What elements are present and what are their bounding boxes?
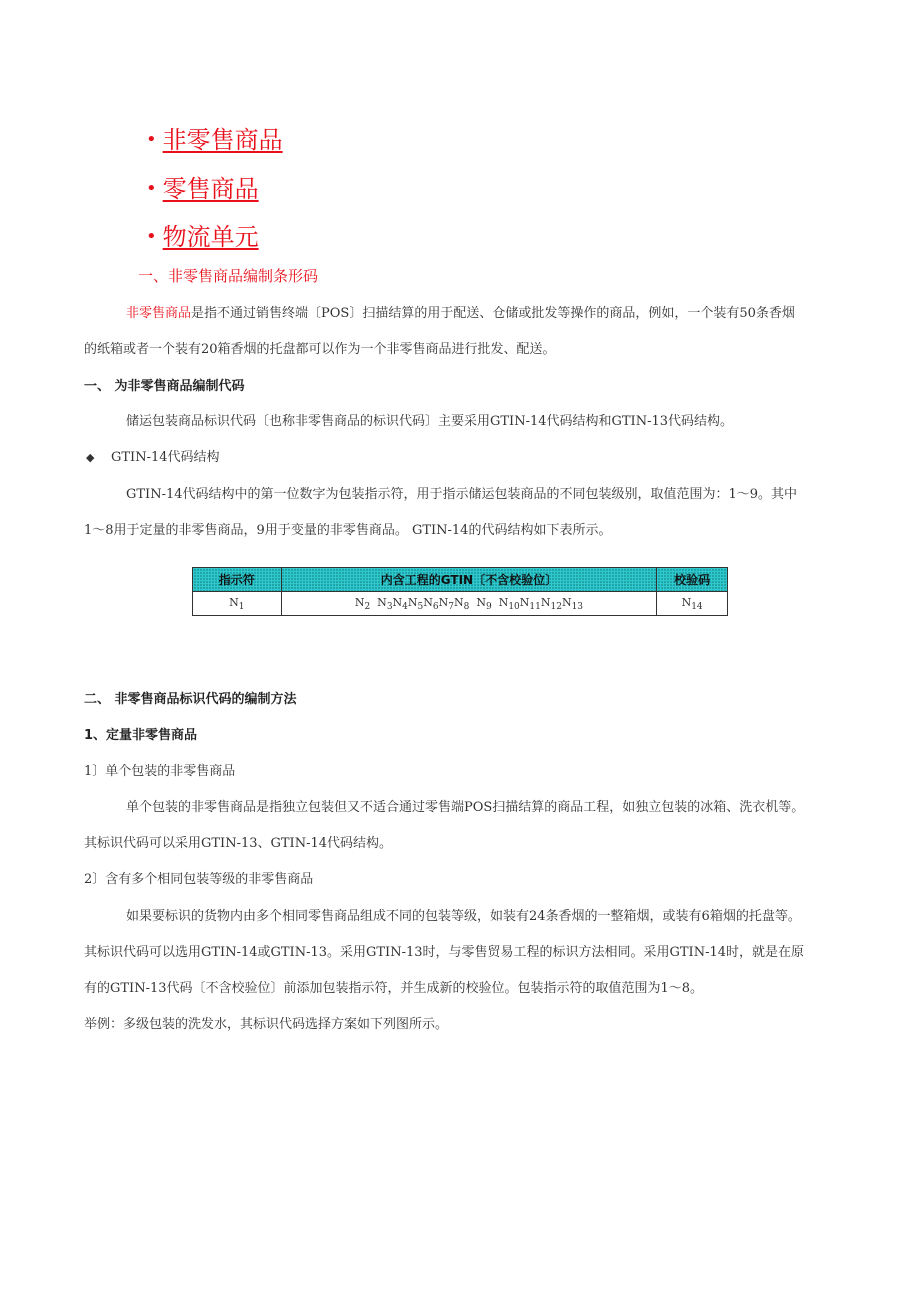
n14-base: N xyxy=(681,595,692,609)
n14-sub: 14 xyxy=(691,601,703,612)
gtin14-label: GTIN-14代码结构 xyxy=(111,450,220,465)
intro-term: 非零售商品 xyxy=(126,306,192,321)
intro-line-1-rest: 是指不通过销售终端〔POS〕扫描结算的用于配送、仓储或批发等操作的商品，例如，一个装有50条香烟 xyxy=(191,306,795,321)
digit-sub: 11 xyxy=(529,601,541,612)
bullet-link-label[interactable]: 零售商品 xyxy=(162,175,259,203)
digit-sub: 4 xyxy=(402,601,408,612)
bullet-dot-icon: • xyxy=(146,226,157,247)
digit-sub: 8 xyxy=(463,601,470,612)
digit-sub: 9 xyxy=(485,601,492,612)
heading-encoding-method: 二、 非零售商品标识代码的编制方法 xyxy=(84,692,297,707)
digit-base: N xyxy=(472,595,486,609)
bullet-link-label[interactable]: 物流单元 xyxy=(162,223,259,251)
digit-sub: 6 xyxy=(432,601,439,612)
item1-line-2: 其标识代码可以采用GTIN-13、GTIN-14代码结构。 xyxy=(84,836,393,851)
digit-base: N xyxy=(519,595,530,609)
gtin14-structure-table xyxy=(192,567,728,616)
n1-base: N xyxy=(229,595,239,609)
digit-base: N xyxy=(495,595,509,609)
digit-base: N xyxy=(354,595,365,609)
digit-base: N xyxy=(392,595,403,609)
example-text: 举例：多级包装的洗发水，其标识代码选择方案如下列图所示。 xyxy=(84,1017,449,1032)
digit-sub: 10 xyxy=(508,601,520,612)
intro-line-1 xyxy=(126,302,795,321)
heading-encode-code: 一、 为非零售商品编制代码 xyxy=(84,379,245,394)
header-indicator: 指示符 xyxy=(193,568,282,592)
cell-indicator xyxy=(193,592,282,616)
gtin14-desc-line-2: 1～8用于定量的非零售商品，9用于变量的非零售商品。 GTIN-14的代码结构如下表所示。 xyxy=(84,523,612,538)
diamond-bullet-icon: ◆ xyxy=(86,451,95,464)
item1-line-1: 单个包装的非零售商品是指独立包装但又不适合通过零售端POS扫描结算的商品工程，如独立包装的冰箱、洗衣机等。 xyxy=(126,800,805,815)
bullet-item-non-retail[interactable] xyxy=(146,120,283,155)
digit-base: N xyxy=(373,595,387,609)
digit-sub: 2 xyxy=(364,601,371,612)
n1-sub: 1 xyxy=(238,601,245,612)
bullet-dot-icon: • xyxy=(146,178,157,199)
heading-fixed-quantity: 1、定量非零售商品 xyxy=(84,728,198,743)
digit-base: N xyxy=(453,595,464,609)
header-gtin: 内含工程的GTIN〔不含校验位〕 xyxy=(281,568,657,592)
item2-line-2: 其标识代码可以选用GTIN-14或GTIN-13。采用GTIN-13时，与零售贸易工程的标识方法相同。采用GTIN-14时，就是在原 xyxy=(84,945,805,960)
table-row xyxy=(193,592,728,616)
table-header-row xyxy=(193,568,728,592)
gtin14-heading xyxy=(86,446,220,465)
item2-line-3: 有的GTIN-13代码〔不含校验位〕前添加包装指示符，并生成新的校验位。包装指示符的取值范围为1～8。 xyxy=(84,981,704,996)
digit-sub: 7 xyxy=(448,601,454,612)
gtin14-desc-line-1: GTIN-14代码结构中的第一位数字为包装指示符，用于指示储运包装商品的不同包装级别，取值范围为：1～9。其中 xyxy=(126,487,798,502)
digit-base: N xyxy=(407,595,418,609)
bullet-link-label[interactable]: 非零售商品 xyxy=(162,126,283,154)
digit-base: N xyxy=(438,595,449,609)
digit-base: N xyxy=(561,595,572,609)
bullet-item-retail[interactable] xyxy=(146,169,259,204)
item2-line-1: 如果要标识的货物内由多个相同零售商品组成不同的包装等级，如装有24条香烟的一整箱烟，或装有6箱烟的托盘等。 xyxy=(126,909,801,924)
storage-paragraph: 储运包装商品标识代码〔也称非零售商品的标识代码〕主要采用GTIN-14代码结构和GTIN-13代码结构。 xyxy=(126,414,734,429)
digit-base: N xyxy=(540,595,551,609)
intro-line-2: 的纸箱或者一个装有20箱香烟的托盘都可以作为一个非零售商品进行批发、配送。 xyxy=(84,342,556,357)
item2-title: 2〕含有多个相同包装等级的非零售商品 xyxy=(84,872,314,887)
digit-base: N xyxy=(423,595,433,609)
section-title: 一、非零售商品编制条形码 xyxy=(138,267,319,285)
digit-sub: 13 xyxy=(571,601,584,612)
bullet-item-logistics[interactable] xyxy=(146,217,259,252)
digit-sub: 5 xyxy=(417,601,424,612)
cell-gtin-digits xyxy=(281,592,657,616)
bullet-dot-icon: • xyxy=(146,129,157,150)
header-check-digit: 校验码 xyxy=(657,568,728,592)
digit-sub: 12 xyxy=(550,601,562,612)
item1-title: 1〕单个包装的非零售商品 xyxy=(84,764,236,779)
digit-sub: 3 xyxy=(386,601,393,612)
cell-check-digit xyxy=(657,592,728,616)
